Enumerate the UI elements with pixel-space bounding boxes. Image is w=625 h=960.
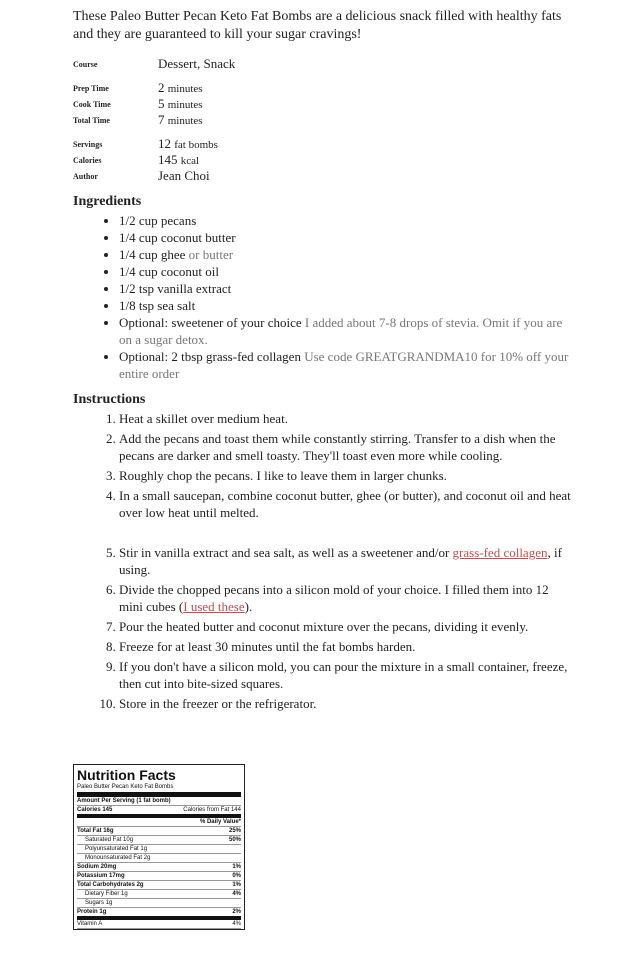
recipe-card [73,8,573,715]
instruction-step: 10. Store in the freezer or the refrigerator. [119,695,573,712]
servings-label: Servings [73,139,103,149]
ingredient-item: • Optional: 2 tbsp grass-fed collagen Use code GREATGRANDMA10 for 10% off your entire order [119,348,573,382]
total-fat-row: Total Fat 16g 25% [77,828,241,834]
monounsaturated-fat-row: Monounsaturated Fat 2g [77,854,241,863]
ingredient-item: • 1/4 cup ghee or butter [119,246,573,263]
cook-label: Cook Time [73,99,111,109]
recipe-meta [73,56,473,184]
amount-per-serving: Amount Per Serving (1 fat bomb) [77,797,241,806]
nutrition-subtitle: Paleo Butter Pecan Keto Fat Bombs [77,783,241,797]
total-label: Total Time [73,115,110,125]
ingredient-item: • 1/4 cup coconut oil [119,263,573,280]
recipe-intro: These Paleo Butter Pecan Keto Fat Bombs are a delicious snack filled with healthy fats and they are guaranteed to kill your sugar cravings! [73,9,562,42]
instruction-step: 8. Freeze for at least 30 minutes until the fat bombs harden. [119,638,573,655]
protein-row: Protein 1g 2% [77,908,241,920]
calories-value: 145 kcal [158,152,200,167]
course-label: Course [73,59,98,69]
collagen-link[interactable]: grass-fed collagen [452,545,548,560]
instruction-step: 6. Divide the chopped pecans into a silicon mold of your choice. I filled them into 12 mini cubes (I used these). [119,581,573,615]
course-value: Dessert, Snack [158,56,236,71]
instruction-step: 4. In a small saucepan, combine coconut butter, ghee (or butter), and coconut oil and heat over low heat until melted. [119,487,573,521]
instruction-step: 2. Add the pecans and toast them while constantly stirring. Transfer to a dish when the pecans are darker and smell toasty. They'll toast even more while cooling. [119,430,573,464]
potassium-row: Potassium 17mg 0% [77,873,241,879]
instruction-step: 3. Roughly chop the pecans. I like to leave them in larger chunks. [119,467,573,484]
total-value: 7 minutes [158,112,203,127]
servings-value: 12 fat bombs [158,136,218,151]
instruction-step: 7. Pour the heated butter and coconut mixture over the pecans, dividing it evenly. [119,618,573,635]
ingredients-list [73,212,573,382]
nutrition-facts-label [73,764,245,930]
vitamin-a-row: Vitamin A 4% [77,921,241,927]
cook-value: 5 minutes [158,96,203,111]
carbohydrates-row: Total Carbohydrates 2g 1% [77,882,241,888]
ingredients-heading: Ingredients [73,194,142,209]
ingredient-item: • Optional: sweetener of your choice I added about 7-8 drops of stevia. Omit if you are on a sugar detox. [119,314,573,348]
saturated-fat-row: Saturated Fat 10g 50% [77,836,241,845]
calories-label: Calories [73,155,102,165]
instruction-step: 1. Heat a skillet over medium heat. [119,410,573,427]
sodium-row: Sodium 20mg 1% [77,864,241,870]
ingredient-item: • 1/2 tsp vanilla extract [119,280,573,297]
mold-link[interactable]: I used these [183,599,245,614]
author-value: Jean Choi [158,168,210,183]
ingredient-item: • 1/4 cup coconut butter [119,229,573,246]
author-label: Author [73,171,98,181]
fiber-row: Dietary Fiber 1g 4% [77,890,241,899]
instructions-list [73,410,573,712]
instructions-heading: Instructions [73,392,146,407]
calories-row: Calories 145 Calories from Fat 144 [77,806,241,818]
nutrition-title: Nutrition Facts [77,767,176,783]
instruction-step: 5. Stir in vanilla extract and sea salt, as well as a sweetener and/or grass-fed collagen, if using. [119,544,573,578]
sugars-row: Sugars 1g [77,899,241,908]
prep-value: 2 minutes [158,80,203,95]
daily-value-header: % Daily Value* [77,818,241,827]
polyunsaturated-fat-row: Polyunsaturated Fat 1g [77,845,241,854]
ingredient-item: • 1/2 cup pecans [119,212,573,229]
instruction-step: 9. If you don't have a silicon mold, you can pour the mixture in a small container, freeze, then cut into bite-sized squares. [119,658,573,692]
ingredient-item: • 1/8 tsp sea salt [119,297,573,314]
prep-label: Prep Time [73,83,109,93]
